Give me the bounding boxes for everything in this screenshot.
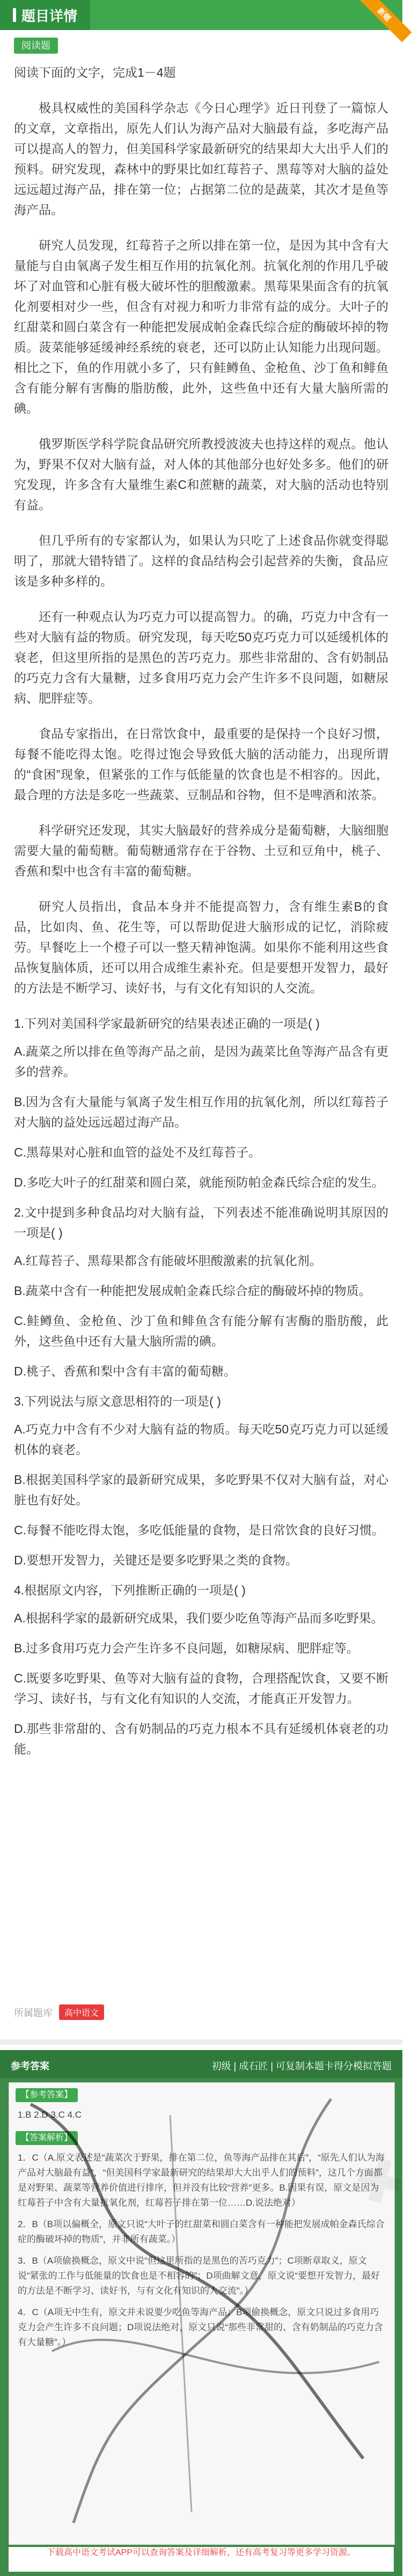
question-option[interactable]: D.桃子、香蕉和梨中含有丰富的葡萄糖。 (14, 1364, 236, 1378)
reference-answer-tag: 【参考答案】 (16, 2088, 78, 2102)
analysis-body (18, 2150, 386, 2357)
section-divider (0, 2039, 402, 2045)
question-option[interactable]: D.多吃大叶子的红甜菜和圆白菜，就能预防帕金森氏综合症的发生。 (14, 1175, 384, 1189)
analysis-item: 1．C（A.原文表述是“蔬菜次于野果，排在第二位，鱼等海产品排在其后”，“原先人们认为海产品对大脑最有益”，“但美国科学家最新研究的结果却大大出乎人们的预料”，这几个方面都是对野果、蔬菜等营养价值进行排序，但并没有比较“营养”更多。B.因果有误，原文是因为红莓苔子中含有大量抗氧化剂，红莓苔子排在第一位……D.说法绝对） (18, 2153, 385, 2208)
question-option[interactable]: A.根据科学家的最新研究成果，我们要少吃鱼等海产品而多吃野果。 (14, 1611, 384, 1625)
top-bar (0, 0, 402, 30)
passage-paragraph: 食品专家指出，在日常饮食中，最重要的是保持一个良好习惯，每餐不能吃得太饱。吃得过饱会导致低大脑的活动能力，出现所谓的“食困”现象，但紧张的工作与低能量的饮食也是不相容的。因此，最合理的方法是多吃一些蔬菜、豆制品和谷物，但不是啤酒和浓茶。 (14, 727, 388, 802)
question-option[interactable]: B.过多食用巧克力会产生许多不良问题，如糖尿病、肥胖症等。 (14, 1641, 359, 1655)
new-ribbon (354, 0, 402, 30)
question-option[interactable]: B.因为含有大量能与氧离子发生相互作用的抗氧化剂，所以红莓苔子对大脑的益处远远超过海产品。 (14, 1095, 388, 1129)
passage-paragraph: 研究人员发现，红莓苔子之所以排在第一位，是因为其中含有大量能与自由氧离子发生相互作用的抗氧化剂。抗氧化剂的作用几乎破坏了对血管和心脏有极大破坏性的胆酸激素。黑莓果果面含有的抗氧化剂要相对少一些，但含有对视力和听力非常有益的成分。大叶子的红甜菜和圆白菜含有一种能把发展成帕金森氏综合症的酶破坏掉的物质。菠菜能够延缓神经系统的衰老，还可以防止认知能力出现问题。相比之下，鱼的作用就小多了，只有鲑鳟鱼、金枪鱼、沙丁鱼和鲱鱼含有能分解有害酶的脂肪酸，此外，这些鱼中还有大量大脑所需的碘。 (14, 238, 388, 415)
passage-paragraph: 极具权威性的美国科学杂志《今日心理学》近日刊登了一篇惊人的文章，文章指出，原先人们认为海产品对大脑最有益，多吃海产品可以提高人的智力，但美国科学家最新研究的结果却大大出乎人们的预料。研究发现，森林中的野果比如红莓苔子、黑莓等对大脑的益处远远超过海产品，排在第一位；占据第二位的是蔬菜，其次才是鱼等海产品。 (14, 101, 388, 217)
answer-header-title: 参考答案 (11, 2061, 49, 2072)
download-promo[interactable]: 下载高中语文考试APP可以查询答案及详细解析，还有高考复习等更多学习资源。 (9, 2547, 394, 2572)
subject-badge[interactable]: 高中语文 (59, 2004, 104, 2020)
question-option[interactable]: B.根据美国科学家的最新研究成果，多吃野果不仅对大脑有益，对心脏也有好处。 (14, 1473, 388, 1507)
question-option[interactable]: C.每餐不能吃得太饱，多吃低能量的食物，是日常饮食的良好习惯。 (14, 1523, 384, 1537)
intro-text: 阅读下面的文字，完成1－4题 (14, 65, 176, 79)
passage-paragraph: 但几乎所有的专家都认为，如果认为只吃了上述食品你就变得聪明了，那就大错特错了。这样的食品结构会引起营养的失衡，食品应该是多种多样的。 (14, 533, 388, 588)
answer-header-links[interactable]: 初级 | 成石匠 | 可复制本题卡得分模拟答题 (211, 2061, 392, 2072)
reference-answer-text: 1.B 2.D 3.C 4.C (18, 2110, 82, 2120)
question-stem: 2.文中提到多种食品均对大脑有益，下列表述不能准确说明其原因的一项是( ) (14, 1205, 388, 1240)
analysis-tag: 【答案解析】 (16, 2131, 78, 2145)
passage-paragraph: 俄罗斯医学科学院食品研究所教授波波夫也持这样的观点。他认为，野果不仅对大脑有益，对人体的其他部分也好处多多。他们的研究发现，许多含有大量维生素C和蔗糖的蔬菜，对大脑的活动也特别有益。 (14, 437, 388, 512)
question-option[interactable]: A.蔬菜之所以排在鱼等海产品之前，是因为蔬菜比鱼等海产品含有更多的营养。 (14, 1044, 388, 1079)
question-option[interactable]: A.巧克力中含有不少对大脑有益的物质。每天吃50克巧克力可以延缓机体的衰老。 (14, 1422, 388, 1457)
page-title: 题目详情 (21, 8, 78, 24)
title-block (0, 0, 90, 30)
passage-paragraph: 科学研究还发现，其实大脑最好的营养成分是葡萄糖，大脑细胞需要大量的葡萄糖。葡萄糖通常存在于谷物、土豆和豆角中，桃子、香蕉和梨中也含有丰富的葡萄糖。 (14, 823, 388, 878)
title-bar-icon (13, 8, 16, 22)
source-label: 所属题库 (14, 2007, 53, 2018)
question-option[interactable]: C.既要多吃野果、鱼等对大脑有益的食物，合理搭配饮食，又要不断学习、读好书，与有文化有知识的人交流，才能真正开发智力。 (14, 1671, 388, 1706)
question-option[interactable]: C.黑莓果对心脏和血管的益处不及红莓苔子。 (14, 1145, 261, 1159)
analysis-item: 3．B（A项偷换概念，原文中说“但这里所指的是黑色的苦巧克力”；C项断章取义，原文说“紧张的工作与低能量的饮食也是不相容的”；D项曲解文意，原文说“要想开发智力，最好的方法是不断学习、读好书，与有文化有知识的人交流”。） (18, 2256, 380, 2296)
analysis-item: 4．C（A项无中生有，原文并未说要少吃鱼等海产品；B项偷换概念，原文只说过多食用巧克力会产生许多不良问题；D项说法绝对，原文只说“那些非常甜的、含有奶制品的巧克力含有大量糖”。） (18, 2307, 383, 2347)
analysis-item: 2．B（B项以偏概全，原文只说“大叶子的红甜菜和圆白菜含有一种能把发展成帕金森氏综合症的酶破坏掉的物质”，并非所有蔬菜。） (18, 2219, 385, 2244)
question-meta (14, 2004, 104, 2020)
answer-card (9, 2082, 418, 2545)
answer-panel (0, 2050, 418, 2576)
ribbon-label: 新题 (356, 0, 411, 42)
question-option[interactable]: D.那些非常甜的、含有奶制品的巧克力根本不具有延缓机体衰老的功能。 (14, 1722, 388, 1756)
passage-paragraph: 研究人员指出，食品本身并不能提高智力，含有维生素B的食品，比如肉、鱼、花生等，可以帮助促进大脑形成的记忆，消除疲劳。早餐吃上一个橙子可以一整天精神饱满。如果你不能利用这些食品恢复脑体质，还可以用合成维生素补充。但是要想开发智力，最好的方法是不断学习、读好书，与有文化有知识的人交流。 (14, 899, 388, 995)
section-tag: 阅读题 (14, 38, 58, 54)
question-option[interactable]: A.红莓苔子、黑莓果都含有能破坏胆酸激素的抗氧化剂。 (14, 1254, 322, 1268)
question-stem: 4.根据原文内容，下列推断正确的一项是( ) (14, 1583, 246, 1597)
question-option[interactable]: D.要想开发智力，关键还是要多吃野果之类的食物。 (14, 1553, 298, 1567)
question-content (14, 62, 388, 1769)
question-stem: 1.下列对美国科学家最新研究的结果表述正确的一项是( ) (14, 1016, 320, 1030)
passage-paragraph: 还有一种观点认为巧克力可以提高智力。的确，巧克力中含有一些对大脑有益的物质。研究发现，每天吃50克巧克力可以延缓机体的衰老，但这里所指的是黑色的苦巧克力。那些非常甜的、含有奶制品的巧克力含有大量糖，过多食用巧克力会产生许多不良问题，如糖尿病、肥胖症等。 (14, 610, 388, 705)
answer-header (0, 2050, 402, 2078)
question-option[interactable]: B.蔬菜中含有一种能把发展成帕金森氏综合症的酶破坏掉的物质。 (14, 1284, 371, 1298)
question-option[interactable]: C.鲑鳟鱼、金枪鱼、沙丁鱼和鲱鱼含有能分解有害酶的脂肪酸，此外，这些鱼中还有大量大脑所需的碘。 (14, 1314, 388, 1348)
question-stem: 3.下列说法与原文意思相符的一项是( ) (14, 1394, 221, 1408)
watermark-icon: ✖ (342, 2141, 418, 2223)
